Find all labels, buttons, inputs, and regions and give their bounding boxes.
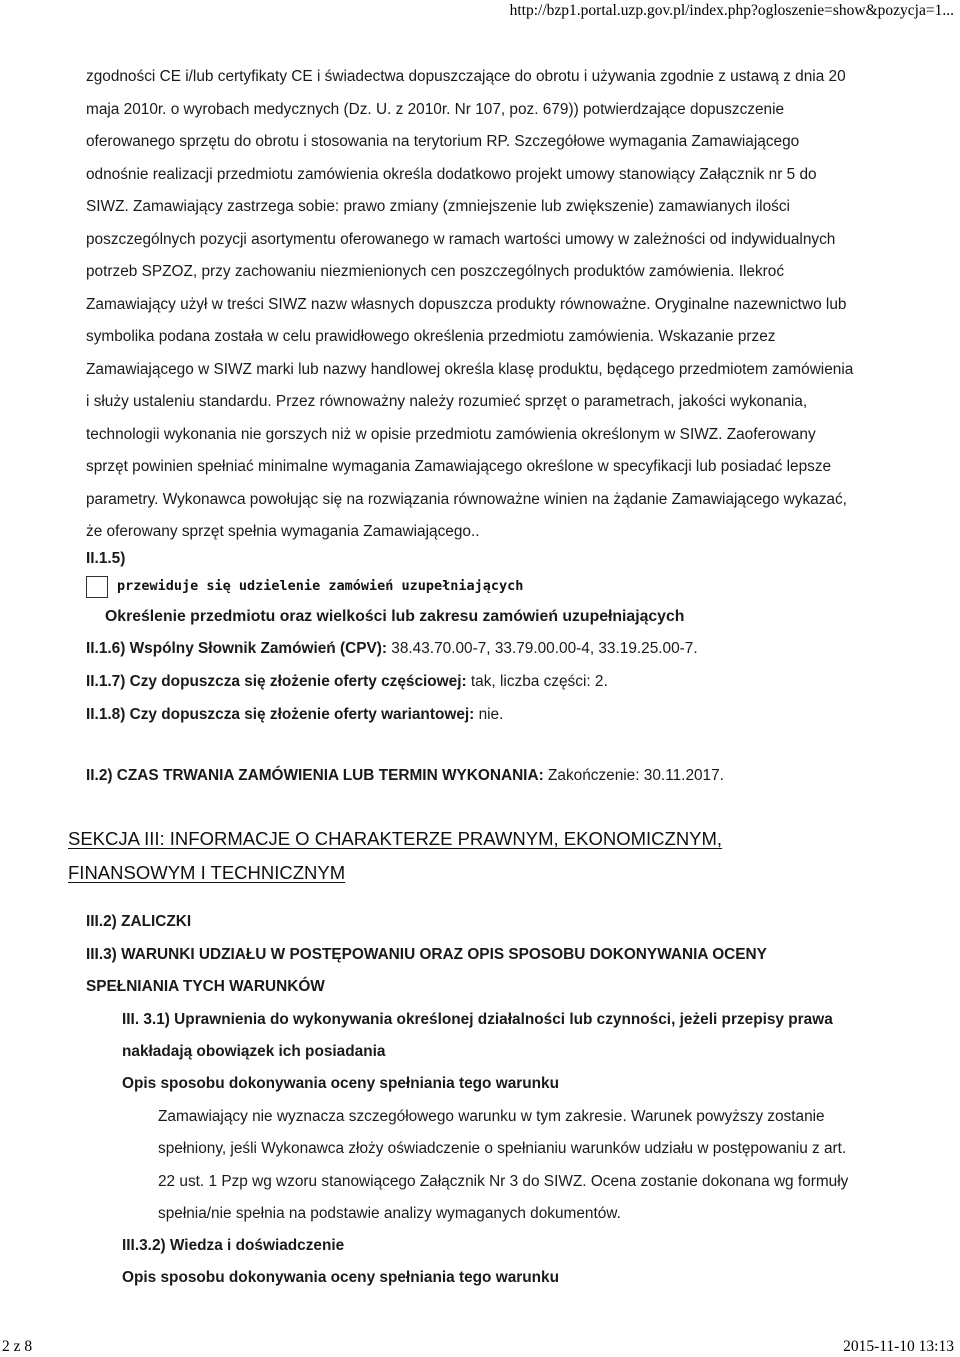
- evaluation-method-text-line: spełniony, jeśli Wykonawca złoży oświadczenie o spełnianiu warunków udziału w postępowaniu z art.: [158, 1140, 847, 1157]
- page-number: 2 z 8: [2, 1338, 33, 1355]
- section-ii-1-8-label: II.1.8) Czy dopuszcza się złożenie oferty wariantowej:: [86, 706, 475, 723]
- paragraph-line: symbolika podana została w celu prawidłowego określenia przedmiotu zamówienia. Wskazanie przez: [86, 328, 776, 345]
- section-iii-3-1-heading-line-2: nakładają obowiązek ich posiadania: [122, 1043, 386, 1060]
- section-ii-2-label: II.2) CZAS TRWANIA ZAMÓWIENIA LUB TERMIN WYKONANIA:: [86, 767, 544, 784]
- section-iii-title-text-2: FINANSOWYM I TECHNICZNYM: [68, 862, 346, 883]
- supplementary-orders-checkbox[interactable]: [86, 576, 108, 598]
- evaluation-method-text-line: Zamawiający nie wyznacza szczegółowego warunku w tym zakresie. Warunek powyższy zostanie: [158, 1108, 825, 1125]
- section-ii-1-6-value: 38.43.70.00-7, 33.79.00.00-4, 33.19.25.00-7.: [387, 640, 698, 657]
- supplementary-orders-subheading: Określenie przedmiotu oraz wielkości lub zakresu zamówień uzupełniających: [105, 608, 685, 625]
- section-ii-2: [86, 767, 724, 785]
- paragraph-line: sprzęt powinien spełniać minimalne wymagania Zamawiającego określone w specyfikacji lub posiadać lepsze: [86, 458, 832, 475]
- section-iii-3-heading-line-1: III.3) WARUNKI UDZIAŁU W POSTĘPOWANIU ORAZ OPIS SPOSOBU DOKONYWANIA OCENY: [86, 946, 767, 963]
- section-ii-1-5-label: II.1.5): [86, 550, 126, 567]
- paragraph-line: SIWZ. Zamawiający zastrzega sobie: prawo zmiany (zmniejszenie lub zwiększenie) zamawianych ilości: [86, 198, 790, 215]
- paragraph-line: potrzeb SPZOZ, przy zachowaniu niezmienionych cen poszczególnych produktów zamówienia. Ilekroć: [86, 263, 785, 280]
- evaluation-method-text-line: spełnia/nie spełnia na podstawie analizy wymaganych dokumentów.: [158, 1205, 621, 1222]
- paragraph-line: Zamawiający użył w treści SIWZ nazw własnych dopuszcza produkty równoważne. Oryginalne nazewnictwo lub: [86, 295, 847, 313]
- evaluation-method-heading-2: Opis sposobu dokonywania oceny spełniania tego warunku: [122, 1269, 560, 1286]
- paragraph-line: że oferowany sprzęt spełnia wymagania Zamawiającego..: [86, 523, 480, 540]
- paragraph-line: parametry. Wykonawca powołując się na rozwiązania równoważne winien na żądanie Zamawiającego wykazać,: [86, 490, 847, 508]
- paragraph-line: zgodności CE i/lub certyfikaty CE i świadectwa dopuszczające do obrotu i używania zgodnie z ustawą z dnia 20: [86, 68, 846, 85]
- paragraph-line: Zamawiającego w SIWZ marki lub nazwy handlowej określa klasę produktu, będącego przedmiotem zamówienia: [86, 360, 854, 378]
- section-iii-3-2-heading: III.3.2) Wiedza i doświadczenie: [122, 1237, 345, 1254]
- section-iii-title-line-2: [68, 862, 345, 884]
- section-ii-1-7-label: II.1.7) Czy dopuszcza się złożenie oferty częściowej:: [86, 673, 467, 690]
- section-ii-1-8: [86, 706, 503, 724]
- section-ii-1-7-value: tak, liczba części: 2.: [466, 673, 608, 690]
- section-iii-2-heading: III.2) ZALICZKI: [86, 913, 192, 930]
- section-iii-3-1-heading-line-1: III. 3.1) Uprawnienia do wykonywania określonej działalności lub czynności, jeżeli przepisy prawa: [122, 1011, 833, 1028]
- print-datetime: 2015-11-10 13:13: [843, 1338, 954, 1355]
- paragraph-line: oferowanego sprzętu do obrotu i stosowania na terytorium RP. Szczegółowe wymagania Zamawiającego: [86, 133, 800, 150]
- paragraph-line: poszczególnych pozycji asortymentu oferowanego w ramach wartości umowy w zależności od indywidualnych: [86, 230, 836, 248]
- supplementary-orders-checkbox-label: przewiduje się udzielenie zamówień uzupełniających: [117, 578, 524, 594]
- description-paragraph: [86, 61, 906, 549]
- section-ii-1-8-value: nie.: [474, 706, 504, 723]
- section-iii-title-text-1: SEKCJA III: INFORMACJE O CHARAKTERZE PRAWNYM, EKONOMICZNYM,: [68, 828, 723, 849]
- paragraph-line: technologii wykonania nie gorszych niż w opisie przedmiotu zamówienia określonym w SIWZ. Zaoferowany: [86, 425, 816, 443]
- section-ii-1-6-label: II.1.6) Wspólny Słownik Zamówień (CPV):: [86, 640, 388, 657]
- section-iii-3-heading-line-2: SPEŁNIANIA TYCH WARUNKÓW: [86, 978, 325, 995]
- evaluation-method-text-line: 22 ust. 1 Pzp wg wzoru stanowiącego Załącznik Nr 3 do SIWZ. Ocena zostanie dokonana wg formuły: [158, 1173, 849, 1190]
- page-header-url: http://bzp1.portal.uzp.gov.pl/index.php?ogloszenie=show&pozycja=1...: [509, 2, 954, 19]
- section-ii-1-6: [86, 640, 698, 658]
- paragraph-line: maja 2010r. o wyrobach medycznych (Dz. U. z 2010r. Nr 107, poz. 679)) potwierdzające dopuszczenie: [86, 100, 785, 118]
- section-ii-2-value: Zakończenie: 30.11.2017.: [543, 767, 724, 784]
- paragraph-line: i służy ustaleniu standardu. Przez równoważny należy rozumieć sprzęt o parametrach, jakości wykonania,: [86, 393, 808, 410]
- evaluation-method-heading-1: Opis sposobu dokonywania oceny spełniania tego warunku: [122, 1075, 560, 1092]
- paragraph-line: odnośnie realizacji przedmiotu zamówienia określa dodatkowo projekt umowy stanowiący Załącznik nr 5 do: [86, 165, 817, 183]
- section-ii-1-7: [86, 673, 608, 691]
- section-iii-title-line-1: [68, 828, 722, 850]
